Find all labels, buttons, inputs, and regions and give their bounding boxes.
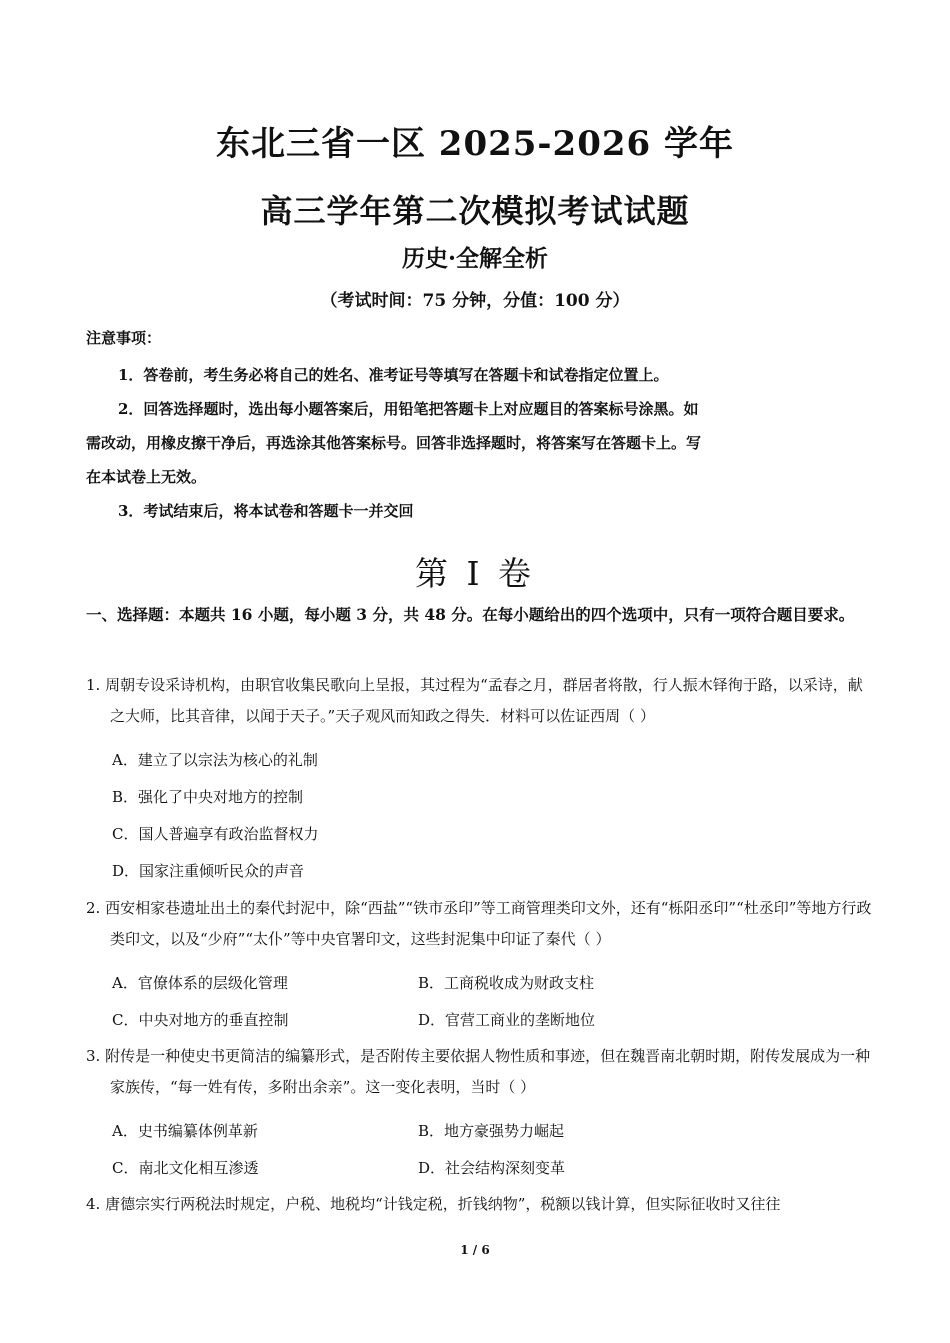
notice-item-2-line2: 需改动，用橡皮擦干净后，再选涂其他答案标号。回答非选择题时，将答案写在答题卡上。写	[86, 434, 702, 452]
volume-title: 第 I 卷	[414, 554, 535, 593]
notice-heading: 注意事项：	[86, 329, 162, 347]
option-d: D．官营工商业的垄断地位	[418, 1011, 596, 1029]
question-4	[86, 1189, 872, 1220]
option-d: D．国家注重倾听民众的声音	[112, 862, 305, 880]
page-number: 1 / 6	[460, 1243, 490, 1257]
notice-item-2-line3: 在本试卷上无效。	[86, 468, 207, 486]
question-2	[86, 893, 872, 955]
notice-item-1: 1．答卷前，考生务必将自己的姓名、准考证号等填写在答题卡和试卷指定位置上。	[118, 366, 669, 384]
question-1	[86, 670, 872, 732]
question-stem: 4. 唐德宗实行两税法时规定，户税、地税均“计钱定税，折钱纳物”，税额以钱计算，但实际征收时又往往	[86, 1195, 781, 1213]
section-instructions: 一、选择题：本题共 16 小题，每小题 3 分，共 48 分。在每小题给出的四个选项中，只有一项符合题目要求。	[86, 605, 855, 624]
option-a: A．史书编纂体例革新	[112, 1122, 258, 1140]
option-c: C．南北文化相互渗透	[112, 1159, 259, 1177]
option-b: B．工商税收成为财政支柱	[418, 974, 595, 992]
exam-subtitle: 历史·全解全析	[401, 245, 548, 272]
notice-block	[86, 358, 866, 528]
exam-title-line2: 高三学年第二次模拟考试试题	[260, 192, 690, 230]
question-stem: 1. 周朝专设采诗机构，由职官收集民歌向上呈报，其过程为“孟春之月，群居者将散，行人振木铎徇于路，以采诗，献之大师，比其音律，以闻于天子。”天子观风而知政之得失．材料可以佐证西周（ ）	[86, 676, 863, 725]
exam-title-line1: 东北三省一区 2025-2026 学年	[215, 124, 735, 164]
question-3	[86, 1041, 872, 1103]
notice-item-3: 3．考试结束后，将本试卷和答题卡一并交回	[118, 502, 414, 520]
option-b: B．地方豪强势力崛起	[418, 1122, 565, 1140]
notice-item-2-line1: 2．回答选择题时，选出每小题答案后，用铅笔把答题卡上对应题目的答案标号涂黑。如	[118, 400, 699, 418]
option-a: A．官僚体系的层级化管理	[112, 974, 288, 992]
question-stem: 2. 西安相家巷遗址出土的秦代封泥中，除“西盐”“铁市丞印”等工商管理类印文外，还有“栎阳丞印”“杜丞印”等地方行政类印文，以及“少府”“太仆”等中央官署印文，这些封泥集中印证了秦代（ ）	[86, 899, 872, 948]
question-stem: 3. 附传是一种使史书更简洁的编纂形式，是否附传主要依据人物性质和事迹，但在魏晋南北朝时期，附传发展成为一种家族传，“每一姓有传，多附出余亲”。这一变化表明，当时（ ）	[86, 1047, 871, 1096]
exam-time-score: （考试时间：75 分钟，分值：100 分）	[320, 291, 630, 311]
option-c: C．中央对地方的垂直控制	[112, 1011, 289, 1029]
option-a: A．建立了以宗法为核心的礼制	[112, 751, 318, 769]
option-d: D．社会结构深刻变革	[418, 1159, 566, 1177]
option-b: B．强化了中央对地方的控制	[112, 788, 304, 806]
option-c: C．国人普遍享有政治监督权力	[112, 825, 319, 843]
